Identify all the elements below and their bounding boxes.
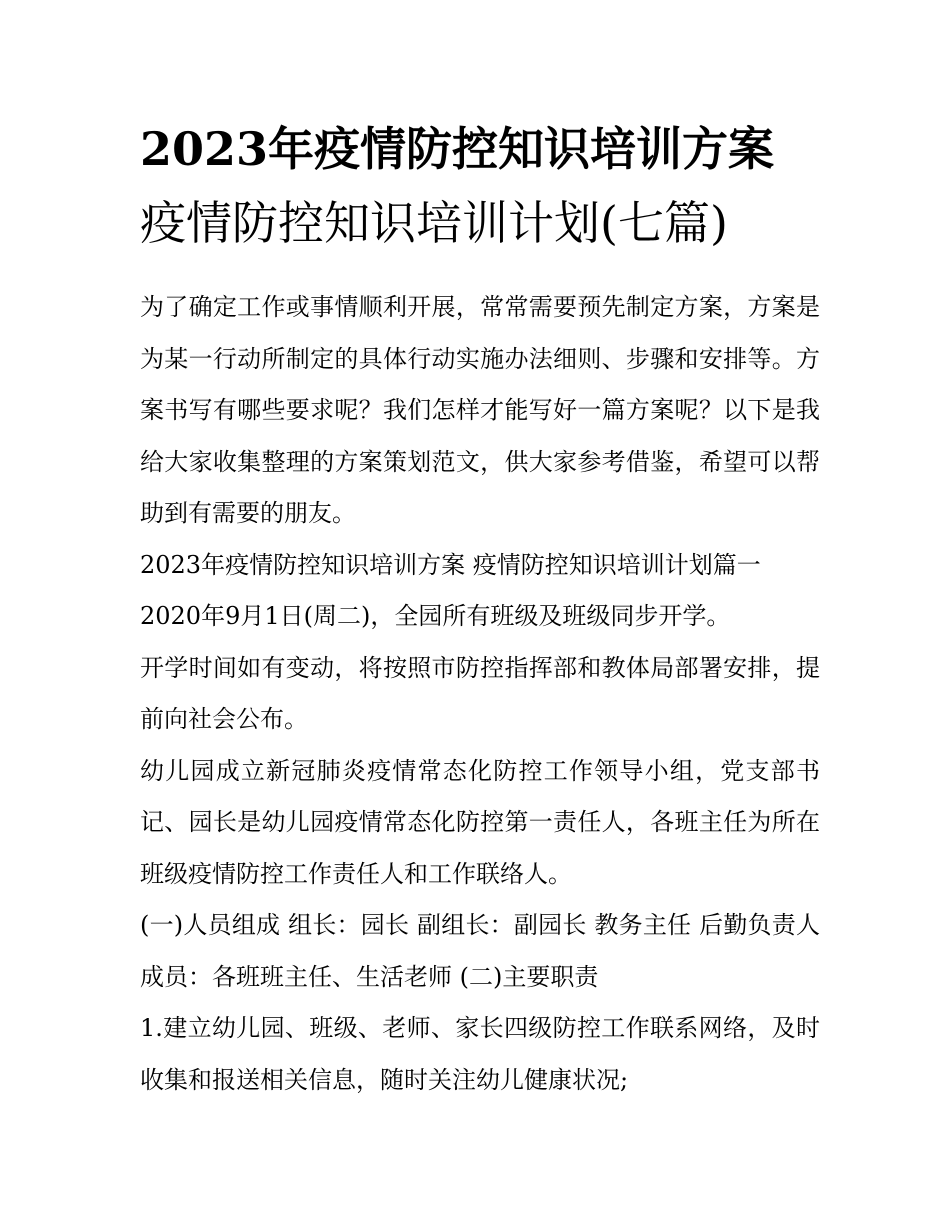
document-body <box>140 282 820 1106</box>
document-title <box>140 112 820 260</box>
section-heading: 2023年疫情防控知识培训方案 疫情防控知识培训计划篇一 <box>140 550 761 579</box>
duty-item-1-paragraph: 1.建立幼儿园、班级、老师、家长四级防控工作联系网络，及时收集和报送相关信息，随时关注幼儿健康状况; <box>140 1014 820 1094</box>
title-line-1: 2023年疫情防控知识培训方案 <box>140 122 775 176</box>
staff-composition-paragraph: (一)人员组成 组长：园长 副组长：副园长 教务主任 后勤负责人 成员：各班班主任、生活老师 (二)主要职责 <box>140 911 820 991</box>
title-line-2: 疫情防控知识培训计划(七篇) <box>140 196 728 250</box>
schedule-change-paragraph: 开学时间如有变动，将按照市防控指挥部和教体局部署安排，提前向社会公布。 <box>140 653 820 733</box>
leadership-group-paragraph: 幼儿园成立新冠肺炎疫情常态化防控工作领导小组，党支部书记、园长是幼儿园疫情常态化防控第一责任人，各班主任为所在班级疫情防控工作责任人和工作联络人。 <box>140 756 820 888</box>
start-date-paragraph: 2020年9月1日(周二)，全园所有班级及班级同步开学。 <box>140 602 731 630</box>
intro-paragraph: 为了确定工作或事情顺利开展，常常需要预先制定方案，方案是为某一行动所制定的具体行动实施办法细则、步骤和安排等。方案书写有哪些要求呢？我们怎样才能写好一篇方案呢？以下是我给大家收集整理的方案策划范文，供大家参考借鉴，希望可以帮助到有需要的朋友。 <box>140 293 820 527</box>
